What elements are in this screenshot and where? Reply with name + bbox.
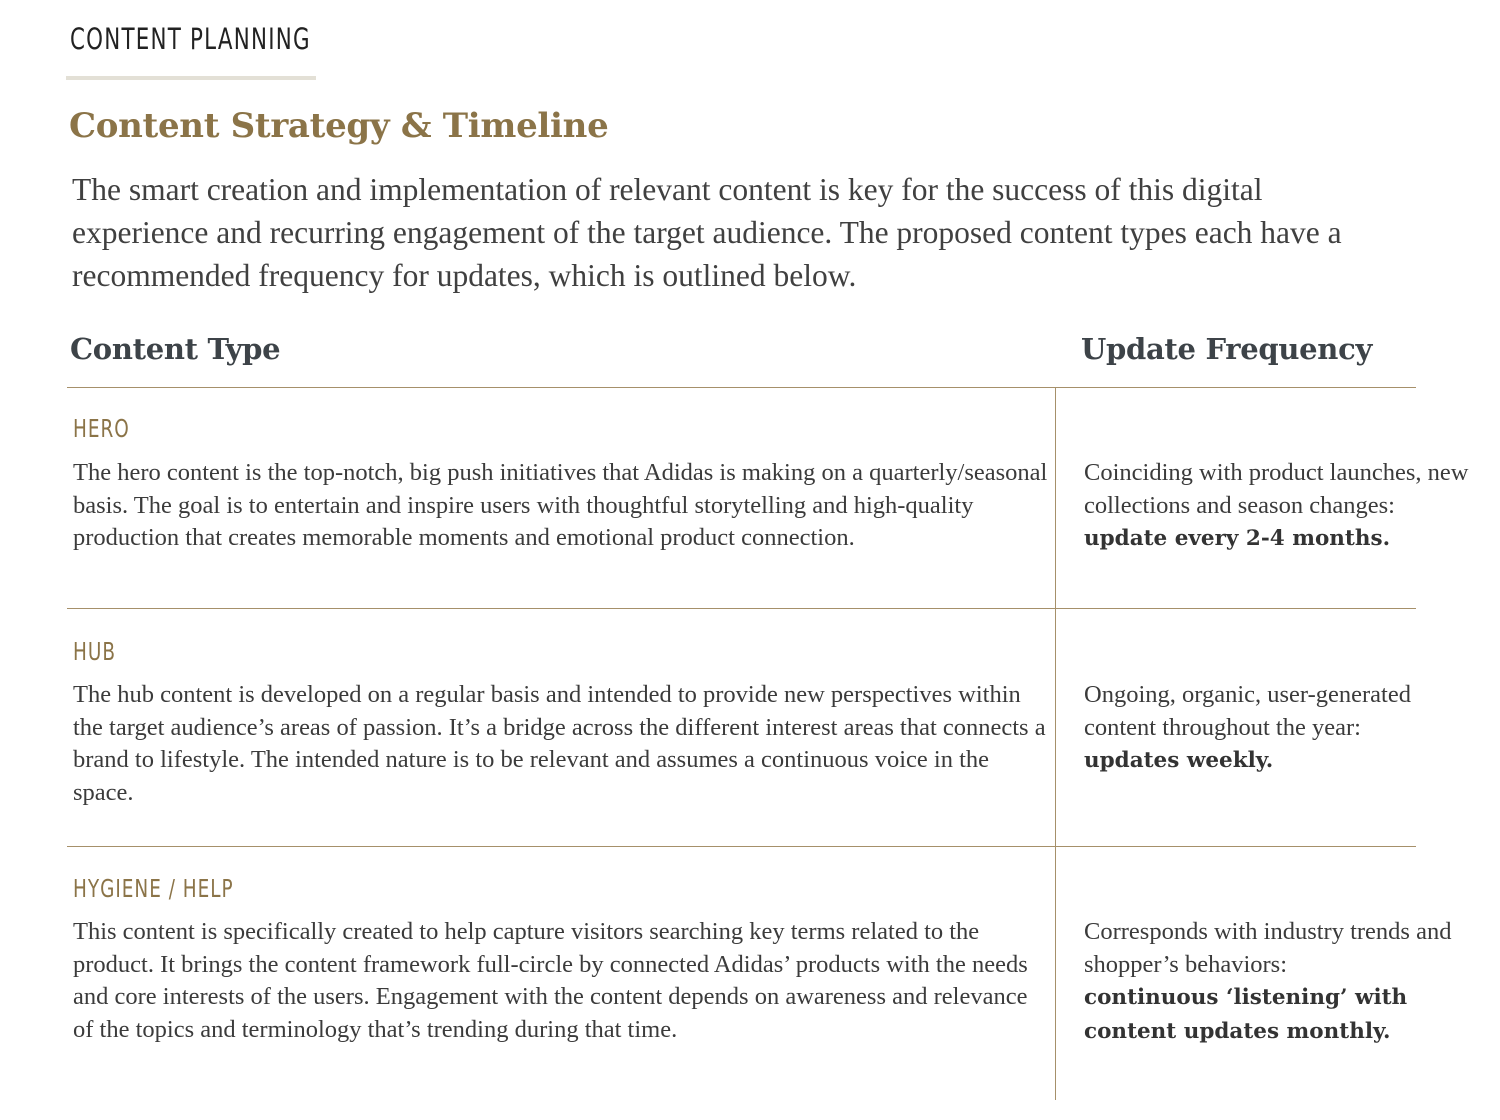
row-divider (67, 608, 1416, 609)
table-column-divider (1055, 387, 1056, 1100)
row-description: This content is specifically created to help capture visitors searching key terms related to the product. It brings the content framework full-circle by connected Adidas’ products with the needs and core interests of the users. Engagement with the content depends on awareness and relevance of the topics and terminology that’s trending during that time. (73, 918, 1028, 1043)
frequency-emphasis: updates weekly. (1084, 748, 1274, 773)
row-label: HERO (73, 414, 130, 443)
frequency-text: Ongoing, organic, user-generated content throughout the year: (1084, 681, 1411, 741)
row-frequency (1084, 457, 1484, 556)
frequency-emphasis: update every 2-4 months. (1084, 526, 1391, 551)
column-header-update-frequency: Update Frequency (1081, 332, 1372, 366)
row-description: The hub content is developed on a regular basis and intended to provide new perspectives within the target audience’s areas of passion. It’s a bridge across the different interest areas that connects a brand to lifestyle. The intended nature is to be relevant and assumes a continuous voice in the space. (73, 681, 1046, 806)
column-header-content-type: Content Type (70, 332, 281, 366)
page-title: Content Strategy & Timeline (69, 106, 609, 146)
table-header-divider (67, 387, 1416, 388)
row-frequency (1084, 916, 1484, 1049)
row-label: HYGIENE / HELP (73, 874, 234, 903)
row-label: HUB (73, 637, 116, 666)
row-divider (67, 846, 1416, 847)
frequency-emphasis: continuous ‘listening’ with content updates monthly. (1084, 985, 1408, 1044)
frequency-text: Corresponds with industry trends and shopper’s behaviors: (1084, 918, 1452, 978)
section-underline (66, 76, 316, 80)
frequency-text: Coinciding with product launches, new collections and season changes: (1084, 459, 1469, 519)
intro-paragraph: The smart creation and implementation of relevant content is key for the success of this digital experience and recurring engagement of the target audience. The proposed content types each have a recommended frequency for updates, which is outlined below. (72, 172, 1342, 293)
section-label: CONTENT PLANNING (70, 22, 311, 56)
row-frequency (1084, 679, 1484, 778)
row-description: The hero content is the top-notch, big push initiatives that Adidas is making on a quarterly/seasonal basis. The goal is to entertain and inspire users with thoughtful storytelling and high-quality production that creates memorable moments and emotional product connection. (73, 459, 1048, 551)
